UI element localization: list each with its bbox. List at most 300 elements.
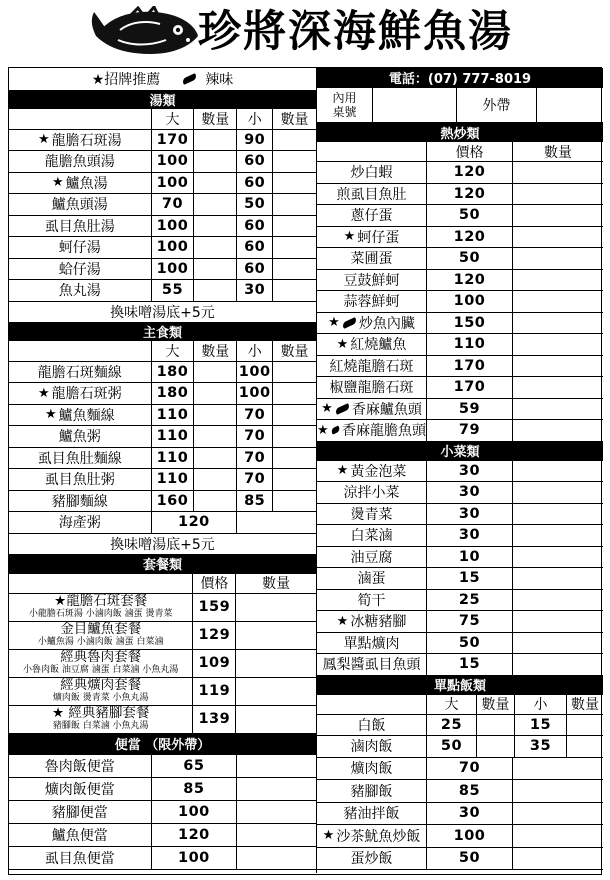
menu-item-row <box>9 362 316 384</box>
qty-header-text: 數量 <box>280 343 309 360</box>
bento-section-header-text: 便當 （限外帶） <box>114 738 211 753</box>
price-text: 15 <box>458 656 481 673</box>
qty-box <box>237 824 316 846</box>
item-name <box>317 758 427 780</box>
qty-box <box>273 383 316 404</box>
price <box>427 334 513 355</box>
qty-box <box>513 825 603 847</box>
item-name-text: 單點爌肉 <box>343 635 400 652</box>
chili-icon <box>334 403 350 415</box>
price-text: 120 <box>453 164 486 181</box>
price <box>427 248 513 269</box>
item-name <box>9 151 152 172</box>
item-name-text: 鱸魚頭湯 <box>51 197 108 214</box>
item-name <box>317 420 427 441</box>
menu-item-row <box>317 825 603 848</box>
item-name-text: 蚵仔蛋 <box>357 229 400 246</box>
price <box>427 590 513 611</box>
price <box>427 611 513 632</box>
item-name <box>317 248 427 269</box>
big-price-text: 100 <box>156 239 189 256</box>
price <box>152 778 238 800</box>
price <box>427 184 513 205</box>
item-name <box>9 824 152 846</box>
item-name <box>9 237 152 258</box>
qty-box <box>273 216 316 237</box>
set-name: 經典爌肉套餐 <box>60 677 142 694</box>
price <box>427 525 513 546</box>
price-text: 30 <box>458 505 481 522</box>
item-name <box>317 270 427 291</box>
big-price-text: 100 <box>156 260 189 277</box>
price <box>427 461 513 482</box>
menu-item-row <box>9 194 316 216</box>
item-name-text: 爌肉飯便當 <box>44 781 115 798</box>
qty-box <box>513 568 603 589</box>
price <box>427 270 513 291</box>
set-price <box>193 678 236 705</box>
soup-note <box>9 302 316 323</box>
phone-text: 電話：(07) 777-8019 <box>388 72 532 87</box>
small-price-text: 15 <box>529 716 552 733</box>
qty-box <box>194 362 237 383</box>
qty-box <box>194 426 237 447</box>
qty-box <box>513 420 603 441</box>
star-icon: ★ <box>51 175 64 191</box>
item-name <box>9 194 152 215</box>
set-contents: 豬腳飯 白菜滷 小魚丸湯 <box>52 720 149 731</box>
rice-section-header-text: 單點飯類 <box>433 679 486 694</box>
price-text: 50 <box>458 634 481 651</box>
item-name-text: 炒白蝦 <box>350 165 393 182</box>
takeout-label-text: 外帶 <box>482 98 511 114</box>
menu-item-row <box>9 280 316 302</box>
qty-header <box>194 109 237 129</box>
phone-bar <box>317 68 603 88</box>
menu-item-row <box>317 227 603 249</box>
big-header <box>152 341 195 361</box>
menu-item-row <box>317 313 603 335</box>
set-item-row <box>9 650 316 678</box>
item-name-text: 豆鼓鮮蚵 <box>343 272 400 289</box>
sets-header-row <box>9 574 316 594</box>
sides-section-header <box>317 442 603 461</box>
qty-box <box>237 801 316 823</box>
item-name-text: 龍膽石斑麵線 <box>37 364 122 381</box>
qty-box <box>194 491 237 512</box>
item-name-text: 冰糖豬腳 <box>350 614 407 631</box>
menu-item-row <box>317 611 603 633</box>
item-name <box>317 356 427 377</box>
item-name <box>9 405 152 426</box>
menu-item-row <box>9 216 316 238</box>
price <box>427 162 513 183</box>
qty-box <box>513 356 603 377</box>
takeout-box <box>537 88 603 122</box>
small-price <box>237 491 273 512</box>
qty-box <box>237 512 316 533</box>
set-price <box>193 706 236 733</box>
price-text: 79 <box>458 422 481 439</box>
item-name-text: 白菜滷 <box>350 528 393 545</box>
menu-item-row <box>317 334 603 356</box>
qty-header-text: 數量 <box>201 111 230 128</box>
set-name: 經典魯肉套餐 <box>60 649 142 666</box>
big-price-text: 180 <box>156 385 189 402</box>
legend-row <box>9 68 316 91</box>
blank <box>9 341 152 361</box>
set-price-text: 159 <box>198 599 231 615</box>
qty-header-text: 數量 <box>544 144 572 161</box>
big-price-text: 50 <box>440 738 463 755</box>
item-name-text: 筍干 <box>357 592 386 609</box>
item-name <box>9 383 152 404</box>
big-header <box>427 695 477 714</box>
set-desc <box>53 679 149 703</box>
price <box>427 313 513 334</box>
qty-box <box>477 736 515 757</box>
qty-box <box>194 383 237 404</box>
item-name-text: 黃金泡菜 <box>350 463 407 480</box>
price <box>152 755 238 777</box>
set-contents: 爌肉飯 燙青菜 小魚丸湯 <box>52 692 149 703</box>
small-price-text: 100 <box>238 385 271 402</box>
qty-box <box>194 448 237 469</box>
price-text: 150 <box>453 314 486 331</box>
menu-board <box>8 67 602 875</box>
price-header <box>427 142 513 161</box>
item-name <box>317 184 427 205</box>
qty-header-text: 數量 <box>280 111 309 128</box>
item-name <box>317 313 427 334</box>
item-name-text: 虱目魚肚粥 <box>44 472 115 489</box>
menu-item-row <box>317 377 603 399</box>
qty-box <box>237 847 316 869</box>
price <box>427 825 513 847</box>
menu-item-row <box>317 715 603 737</box>
set-desc <box>23 651 178 675</box>
item-name-text: 蛤仔湯 <box>58 261 101 278</box>
big-price <box>427 715 477 736</box>
item-name <box>317 848 427 870</box>
qty-box <box>273 194 316 215</box>
item-name <box>9 469 152 490</box>
qty-box <box>513 504 603 525</box>
small-price <box>237 151 273 172</box>
small-price-text: 70 <box>244 428 266 445</box>
item-name <box>317 825 427 847</box>
bento-row <box>9 801 316 824</box>
set-name: 金目鱸魚套餐 <box>60 621 142 638</box>
price-text: 10 <box>458 548 481 565</box>
menu-item-row <box>317 482 603 504</box>
qty-box <box>513 611 603 632</box>
qty-header-text: 數量 <box>481 697 510 713</box>
qty-box <box>513 248 603 269</box>
set-price-text: 109 <box>198 655 231 671</box>
price <box>427 291 513 312</box>
star-icon: ★ <box>328 315 340 331</box>
rice-section-header <box>317 676 603 695</box>
price <box>427 568 513 589</box>
price-text: 120 <box>453 185 486 202</box>
price <box>427 547 513 568</box>
menu-item-row <box>317 525 603 547</box>
set-cell <box>9 622 193 649</box>
small-price <box>237 216 273 237</box>
item-name-text: 香麻龍膽魚頭 <box>342 423 426 440</box>
main-section-header-text: 主食類 <box>142 325 182 341</box>
item-name-text: 滷蛋 <box>357 571 386 588</box>
item-name-text: 龍膽魚頭湯 <box>44 154 115 171</box>
qty-box <box>273 151 316 172</box>
small-header-text: 小 <box>247 343 262 360</box>
sides-section-header-text: 小菜類 <box>440 445 480 460</box>
item-name-text: 鱸魚便當 <box>51 827 108 844</box>
menu-item-row <box>9 448 316 470</box>
star-icon: ★ <box>343 229 356 245</box>
set-price <box>193 594 236 621</box>
big-price-text: 110 <box>156 449 189 466</box>
big-price-text: 110 <box>156 428 189 445</box>
menu-item-row <box>317 848 603 871</box>
soup-note-text: 換味噌湯底+5元 <box>110 304 215 321</box>
price-text: 50 <box>458 850 481 867</box>
big-price-text: 180 <box>156 363 189 380</box>
qty-box <box>513 399 603 420</box>
item-name <box>317 611 427 632</box>
bento-section-header <box>9 734 316 755</box>
stirfry-section-header <box>317 123 603 142</box>
bento-row <box>9 755 316 778</box>
price-text: 110 <box>453 336 486 353</box>
set-cell <box>9 650 193 677</box>
qty-box <box>513 291 603 312</box>
qty-header <box>273 341 316 361</box>
price-text: 70 <box>458 760 481 777</box>
small-price <box>237 448 273 469</box>
price <box>427 803 513 825</box>
set-item-row <box>9 622 316 650</box>
item-name-text: 滷肉飯 <box>350 739 393 756</box>
main-section-header <box>9 323 316 341</box>
small-price <box>237 130 273 151</box>
menu-item-row <box>9 383 316 405</box>
table-no-box <box>373 88 457 122</box>
price-text: 170 <box>453 379 486 396</box>
price-text: 100 <box>453 827 486 844</box>
menu-item-row <box>317 420 603 442</box>
menu-item-row <box>317 547 603 569</box>
qty-box <box>236 594 316 621</box>
qty-box <box>194 173 237 194</box>
big-price-text: 70 <box>161 196 184 213</box>
qty-box <box>194 130 237 151</box>
price <box>427 356 513 377</box>
legend <box>9 68 316 90</box>
small-header-text: 小 <box>533 697 548 713</box>
bento-row <box>9 847 316 870</box>
price <box>152 801 238 823</box>
item-name <box>9 216 152 237</box>
item-name-text: 炒魚內臟 <box>358 315 415 332</box>
blank <box>9 574 193 593</box>
qty-box <box>273 491 316 512</box>
qty-box <box>237 778 316 800</box>
item-name-text: 白飯 <box>357 717 386 734</box>
item-name <box>9 426 152 447</box>
menu-item-row <box>9 259 316 281</box>
small-price-text: 60 <box>244 217 266 234</box>
item-name <box>9 778 152 800</box>
item-name-text: 涼拌小菜 <box>343 485 400 502</box>
item-name <box>9 280 152 301</box>
item-name <box>9 173 152 194</box>
qty-box <box>236 622 316 649</box>
price-text: 85 <box>183 780 205 797</box>
item-name-text: 豬腳便當 <box>51 804 108 821</box>
menu-item-row <box>317 356 603 378</box>
qty-box <box>513 313 603 334</box>
price-text: 30 <box>458 462 481 479</box>
price <box>427 482 513 503</box>
size-header-row <box>9 341 316 362</box>
item-name <box>9 130 152 151</box>
qty-box <box>273 426 316 447</box>
price <box>152 847 238 869</box>
price-text: 65 <box>183 757 205 774</box>
star-icon: ★ <box>37 385 50 401</box>
set-cell <box>9 594 193 621</box>
qty-box <box>513 803 603 825</box>
big-header-text: 大 <box>444 697 459 713</box>
small-price-text: 100 <box>238 363 271 380</box>
item-name <box>317 654 427 675</box>
qty-box <box>273 469 316 490</box>
item-name <box>317 482 427 503</box>
small-price-text: 35 <box>529 738 552 755</box>
qty-box <box>273 173 316 194</box>
big-price-text: 170 <box>156 131 189 148</box>
menu-item-row <box>317 461 603 483</box>
price-text: 75 <box>458 613 481 630</box>
item-name-text: 鱸魚湯 <box>65 175 108 192</box>
price <box>427 848 513 870</box>
item-name <box>9 755 152 777</box>
item-name <box>9 491 152 512</box>
small-price <box>237 237 273 258</box>
menu-item-row <box>317 184 603 206</box>
menu-item-row <box>317 162 603 184</box>
chili-icon <box>182 73 198 85</box>
menu-item-row <box>317 654 603 676</box>
small-price-text: 90 <box>244 131 266 148</box>
qty-box <box>513 377 603 398</box>
qty-header <box>194 341 237 361</box>
item-name <box>317 590 427 611</box>
small-header <box>515 695 567 714</box>
item-name-text: 豬腳麵線 <box>51 493 108 510</box>
price <box>427 654 513 675</box>
big-price-text: 25 <box>440 716 463 733</box>
small-price-text: 70 <box>244 471 266 488</box>
item-name-text: 油豆腐 <box>350 549 393 566</box>
set-item-row <box>9 594 316 622</box>
item-name-text: 蛋炒飯 <box>350 851 393 868</box>
qty-box <box>194 216 237 237</box>
small-price <box>515 736 567 757</box>
big-price <box>152 237 195 258</box>
item-name <box>9 847 152 869</box>
small-price <box>237 383 273 404</box>
qty-box <box>567 715 603 736</box>
item-name <box>317 568 427 589</box>
qty-box <box>194 237 237 258</box>
menu-item-row <box>317 758 603 781</box>
small-price <box>237 426 273 447</box>
main-note-text: 換味噌湯底+5元 <box>110 536 215 553</box>
item-name-text: 燙青菜 <box>350 506 393 523</box>
item-name-text: 魯肉飯便當 <box>44 758 115 775</box>
big-header-text: 大 <box>165 111 180 128</box>
big-price <box>152 130 195 151</box>
item-name-text: 沙茶魷魚炒飯 <box>336 828 421 845</box>
menu-item-row <box>317 803 603 826</box>
qty-box <box>236 678 316 705</box>
star-icon: ★ <box>336 336 349 352</box>
price-text: 30 <box>458 484 481 501</box>
size-header-row <box>9 109 316 130</box>
item-name <box>317 399 427 420</box>
item-name-text: 虱目魚肚麵線 <box>37 450 122 467</box>
small-price-text: 60 <box>244 174 266 191</box>
star-icon: ★ <box>317 422 329 438</box>
big-header-text: 大 <box>165 343 180 360</box>
dine-in-label <box>317 88 373 122</box>
menu-item-row <box>9 512 316 534</box>
qty-header <box>513 142 603 161</box>
price-header-row <box>317 142 603 162</box>
qty-box <box>273 259 316 280</box>
qty-box <box>273 448 316 469</box>
item-name <box>317 715 427 736</box>
menu-item-row <box>317 736 603 758</box>
price-text: 100 <box>453 293 486 310</box>
menu-item-row <box>9 491 316 513</box>
price <box>427 399 513 420</box>
item-name <box>317 780 427 802</box>
set-desc <box>29 595 173 619</box>
big-price <box>427 736 477 757</box>
item-name <box>317 803 427 825</box>
set-desc <box>38 623 164 647</box>
big-price-text: 100 <box>156 217 189 234</box>
blank <box>9 109 152 129</box>
qty-header <box>567 695 603 714</box>
price-text: 120 <box>178 826 210 843</box>
qty-box <box>194 259 237 280</box>
menu-item-row <box>9 469 316 491</box>
qty-box <box>273 237 316 258</box>
item-name-text: 椒鹽龍膽石斑 <box>329 380 414 397</box>
item-name-text: 豬腳飯 <box>350 783 393 800</box>
small-price-text: 60 <box>244 153 266 170</box>
item-name <box>9 801 152 823</box>
menu-item-row <box>9 426 316 448</box>
set-price-text: 139 <box>198 711 231 727</box>
small-header <box>237 109 273 129</box>
qty-box <box>513 780 603 802</box>
